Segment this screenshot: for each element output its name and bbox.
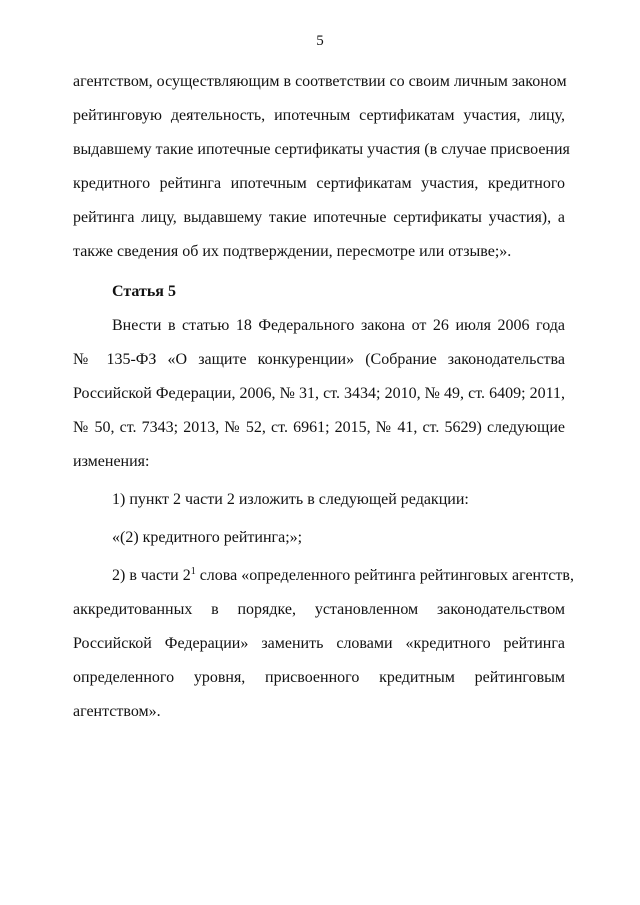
text-line: агентством, осуществляющим в соответствии со своим личным законом (73, 73, 567, 90)
article-intro-paragraph (73, 309, 565, 479)
page-number: 5 (316, 33, 324, 49)
article-heading: Статья 5 (112, 283, 176, 300)
text-line: № 135-ФЗ «О защите конкуренции» (Собрание законодательства (73, 351, 565, 368)
text-line (73, 559, 574, 593)
amendment-item-1-quote: «(2) кредитного рейтинга;»; (112, 529, 303, 546)
text-line: Российской Федерации, 2006, № 31, ст. 3434; 2010, № 49, ст. 6409; 2011, (73, 385, 565, 402)
text-line: выдавшему такие ипотечные сертификаты участия (в случае присвоения (73, 141, 570, 158)
text-line: кредитного рейтинга ипотечным сертификатам участия, кредитного (73, 175, 565, 192)
amendment-item-1: 1) пункт 2 части 2 изложить в следующей редакции: (112, 491, 469, 508)
text-line: определенного уровня, присвоенного кредитным рейтинговым (73, 669, 565, 686)
text-line: Российской Федерации» заменить словами «кредитного рейтинга (73, 635, 565, 652)
continuation-paragraph (73, 65, 570, 269)
text-line: агентством». (73, 703, 161, 720)
text-line: изменения: (73, 453, 150, 470)
text-line: аккредитованных в порядке, установленном законодательством (73, 601, 565, 618)
text-line: № 50, ст. 7343; 2013, № 52, ст. 6961; 2015, № 41, ст. 5629) следующие (73, 419, 565, 436)
text-line: рейтинговую деятельность, ипотечным сертификатам участия, лицу, (73, 107, 565, 124)
item2-superscript: 1 (190, 566, 196, 577)
item2-prefix: 2) в части 2 (112, 567, 191, 584)
text-line: также сведения об их подтверждении, пересмотре или отзыве;». (73, 243, 512, 260)
amendment-item-2 (73, 559, 574, 729)
item2-rest: слова «определенного рейтинга рейтинговых агентств, (195, 567, 574, 584)
text-line: Внести в статью 18 Федерального закона от 26 июля 2006 года (112, 317, 565, 334)
text-line: рейтинга лицу, выдавшему такие ипотечные сертификаты участия), а (73, 209, 565, 226)
document-body (73, 65, 574, 729)
